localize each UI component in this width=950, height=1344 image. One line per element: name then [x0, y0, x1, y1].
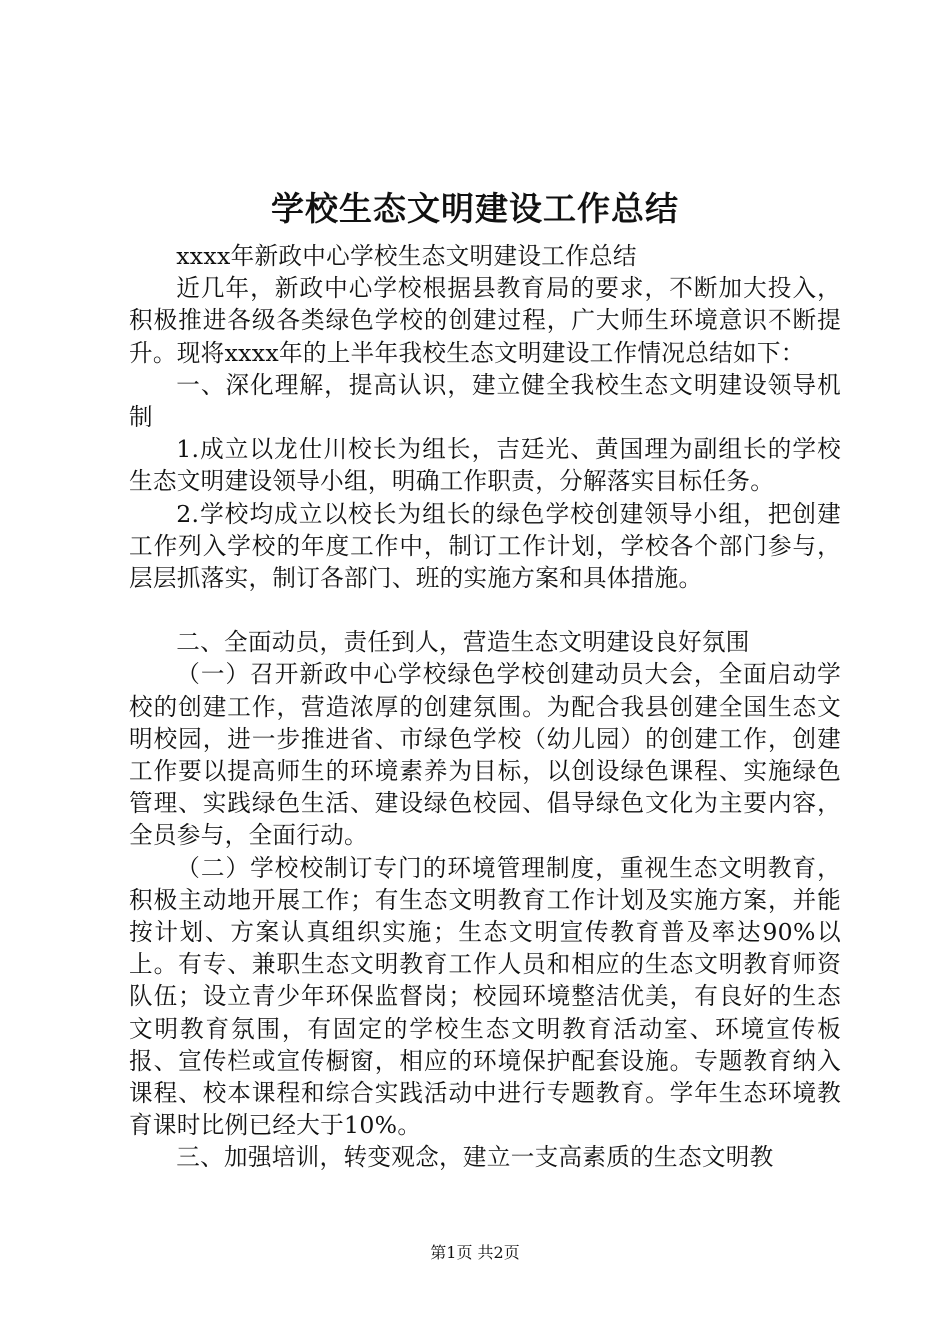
body-paragraph: 2.学校均成立以校长为组长的绿色学校创建领导小组，把创建工作列入学校的年度工作中，制订工作计划，学校各个部门参与，层层抓落实，制订各部门、班的实施方案和具体措施。	[129, 499, 841, 593]
section-heading-3: 三、加强培训，转变观念，建立一支高素质的生态文明教	[176, 1143, 774, 1172]
section-heading-1: 一、深化理解，提高认识，建立健全我校生态文明建设领导机制	[129, 370, 841, 432]
page-number-footer: 第1页 共2页	[430, 1243, 520, 1262]
document-title: 学校生态文明建设工作总结	[271, 189, 679, 228]
body-paragraph: （二）学校校制订专门的环境管理制度，重视生态文明教育，积极主动地开展工作；有生态文明教育工作计划及实施方案，并能按计划、方案认真组织实施；生态文明宣传教育普及率达90%以上。有专、兼职生态文明教育工作人员和相应的生态文明教育师资队伍；设立青少年环保监督岗；校园环境整洁优美，有良好的生态文明教育氛围，有固定的学校生态文明教育活动室、环境宣传板报、宣传栏或宣传橱窗，相应的环境保护配套设施。专题教育纳入课程、校本课程和综合实践活动中进行专题教育。学年生态环境教育课时比例已经大于10%。	[129, 853, 841, 1140]
document-body	[129, 240, 841, 1174]
section-heading-2: 二、全面动员，责任到人，营造生态文明建设良好氛围	[176, 628, 750, 657]
subtitle-paragraph: xxxx年新政中心学校生态文明建设工作总结	[176, 242, 637, 270]
body-paragraph: 1.成立以龙仕川校长为组长，吉廷光、黄国理为副组长的学校生态文明建设领导小组，明确工作职责，分解落实目标任务。	[129, 435, 841, 496]
body-paragraph: （一）召开新政中心学校绿色学校创建动员大会，全面启动学校的创建工作，营造浓厚的创建氛围。为配合我县创建全国生态文明校园，进一步推进省、市绿色学校（幼儿园）的创建工作，创建工作要以提高师生的环境素养为目标，以创设绿色课程、实施绿色管理、实践绿色生活、建设绿色校园、倡导绿色文化为主要内容，全员参与，全面行动。	[129, 660, 841, 850]
intro-paragraph: 近几年，新政中心学校根据县教育局的要求，不断加大投入，积极推进各级各类绿色学校的创建过程，广大师生环境意识不断提升。现将xxxx年的上半年我校生态文明建设工作情况总结如下：	[129, 274, 841, 367]
